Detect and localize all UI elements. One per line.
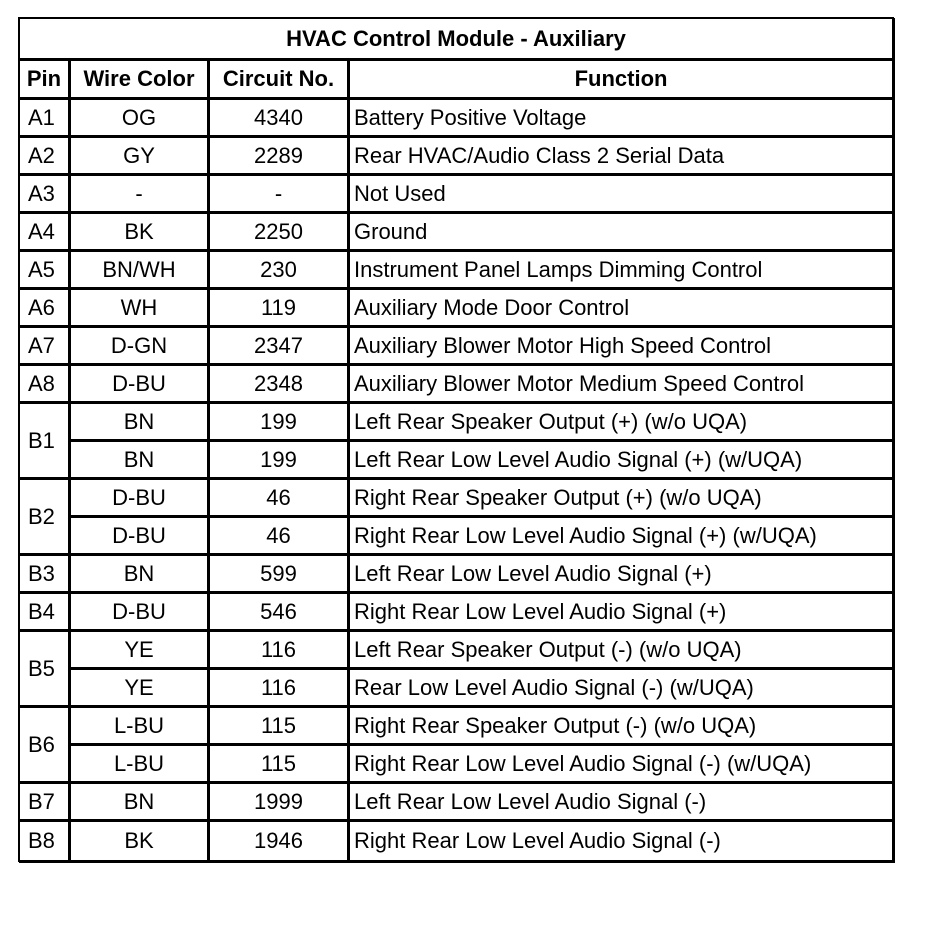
wire-color-cell: YE [71,670,210,708]
table-row [20,290,892,328]
table-row [20,328,892,366]
wire-color-cell: D-BU [71,480,210,518]
function-cell: Ground [350,214,892,252]
circuit-cell: 199 [210,442,350,480]
table-row [20,594,892,632]
table-row [20,518,892,556]
wire-color-cell: WH [71,290,210,328]
function-cell: Not Used [350,176,892,214]
circuit-cell: 4340 [210,100,350,138]
circuit-cell: 115 [210,708,350,746]
pin-cell: B4 [20,594,71,632]
circuit-cell: - [210,176,350,214]
function-cell: Auxiliary Mode Door Control [350,290,892,328]
function-cell: Left Rear Speaker Output (-) (w/o UQA) [350,632,892,670]
table-row [20,632,892,670]
wire-color-cell: BN/WH [71,252,210,290]
function-cell: Left Rear Low Level Audio Signal (+) (w/UQA) [350,442,892,480]
function-cell: Right Rear Low Level Audio Signal (-) (w/UQA) [350,746,892,784]
function-cell: Instrument Panel Lamps Dimming Control [350,252,892,290]
wire-color-cell: - [71,176,210,214]
header-circuit-no: Circuit No. [210,61,350,100]
circuit-cell: 119 [210,290,350,328]
pin-cell: A5 [20,252,71,290]
wire-color-cell: BN [71,784,210,822]
function-cell: Left Rear Speaker Output (+) (w/o UQA) [350,404,892,442]
header-function: Function [350,61,892,100]
wire-color-cell: D-BU [71,594,210,632]
table-row [20,442,892,480]
function-cell: Left Rear Low Level Audio Signal (-) [350,784,892,822]
table-row [20,708,892,746]
pin-cell: A3 [20,176,71,214]
circuit-cell: 2289 [210,138,350,176]
function-cell: Left Rear Low Level Audio Signal (+) [350,556,892,594]
table-row [20,822,892,860]
circuit-cell: 546 [210,594,350,632]
pin-cell: A7 [20,328,71,366]
wire-color-cell: BN [71,404,210,442]
table-row [20,480,892,518]
table-row [20,252,892,290]
function-cell: Right Rear Low Level Audio Signal (+) [350,594,892,632]
pin-cell: A2 [20,138,71,176]
table-row [20,746,892,784]
function-cell: Rear Low Level Audio Signal (-) (w/UQA) [350,670,892,708]
wire-color-cell: D-GN [71,328,210,366]
table-row [20,100,892,138]
table-row [20,670,892,708]
wire-color-cell: BK [71,214,210,252]
wire-color-cell: BN [71,442,210,480]
table-row [20,404,892,442]
table-row [20,138,892,176]
circuit-cell: 1946 [210,822,350,860]
header-pin: Pin [20,61,71,100]
table-row [20,556,892,594]
pin-cell: A6 [20,290,71,328]
circuit-cell: 46 [210,518,350,556]
wire-color-cell: YE [71,632,210,670]
header-wire-color: Wire Color [71,61,210,100]
circuit-cell: 2250 [210,214,350,252]
title-row [20,19,892,61]
circuit-cell: 46 [210,480,350,518]
pin-cell: A4 [20,214,71,252]
pinout-table [18,17,894,862]
pin-cell: A8 [20,366,71,404]
table-row [20,366,892,404]
wire-color-cell: D-BU [71,366,210,404]
circuit-cell: 230 [210,252,350,290]
pin-cell: B8 [20,822,71,860]
table-row [20,214,892,252]
circuit-cell: 115 [210,746,350,784]
circuit-cell: 2347 [210,328,350,366]
function-cell: Right Rear Low Level Audio Signal (-) [354,828,721,853]
wire-color-cell: BK [71,822,210,860]
header-row [20,61,892,100]
pin-cell: B5 [20,632,71,708]
wire-color-cell: L-BU [71,746,210,784]
function-cell: Rear HVAC/Audio Class 2 Serial Data [350,138,892,176]
wire-color-cell: GY [71,138,210,176]
wire-color-cell: OG [71,100,210,138]
table-row [20,784,892,822]
function-cell: Battery Positive Voltage [350,100,892,138]
circuit-cell: 599 [210,556,350,594]
function-cell: Auxiliary Blower Motor High Speed Control [350,328,892,366]
function-cell: Right Rear Speaker Output (-) (w/o UQA) [350,708,892,746]
function-cell: Right Rear Low Level Audio Signal (+) (w/UQA) [350,518,892,556]
pin-cell: B1 [20,404,71,480]
pin-cell: B6 [20,708,71,784]
wire-color-cell: L-BU [71,708,210,746]
function-cell: Auxiliary Blower Motor Medium Speed Control [350,366,892,404]
wire-color-cell: BN [71,556,210,594]
circuit-cell: 199 [210,404,350,442]
circuit-cell: 2348 [210,366,350,404]
wire-color-cell: D-BU [71,518,210,556]
circuit-cell: 116 [210,670,350,708]
circuit-cell: 116 [210,632,350,670]
circuit-cell: 1999 [210,784,350,822]
table-row [20,176,892,214]
function-cell: Right Rear Speaker Output (+) (w/o UQA) [350,480,892,518]
pin-cell: B3 [20,556,71,594]
pin-cell: B2 [20,480,71,556]
pin-cell: A1 [20,100,71,138]
table-title: HVAC Control Module - Auxiliary [20,19,892,61]
pin-cell: B7 [20,784,71,822]
